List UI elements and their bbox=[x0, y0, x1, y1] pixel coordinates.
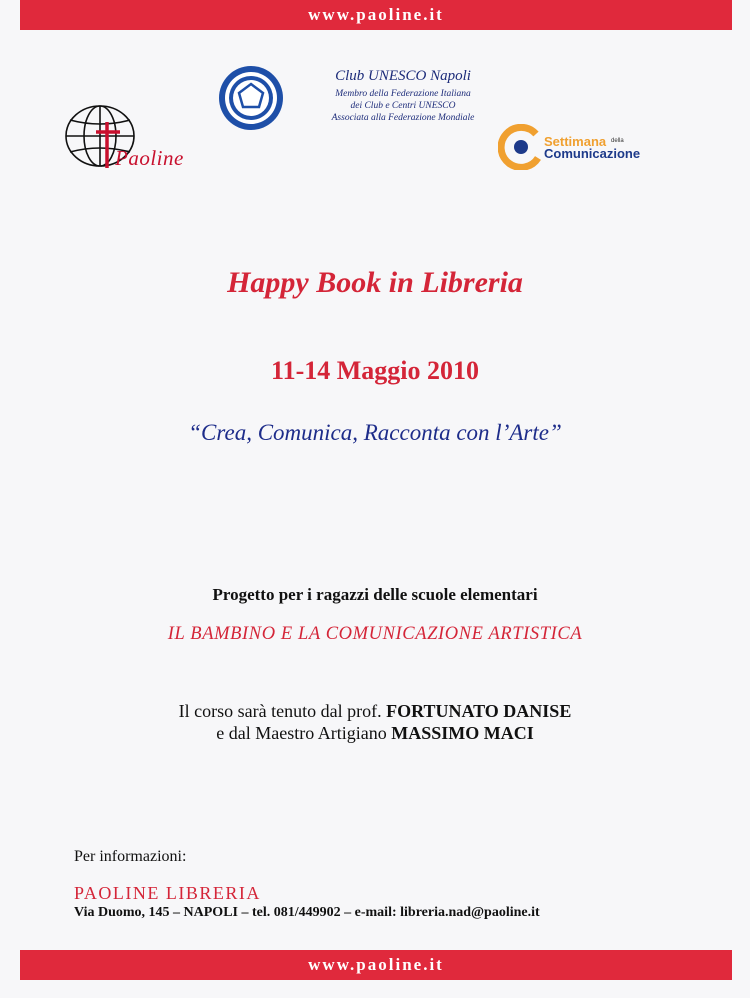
teacher-2-name: MASSIMO MACI bbox=[391, 723, 534, 743]
project-intro: Progetto per i ragazzi delle scuole elementari bbox=[212, 585, 538, 604]
comunicazione-word: Comunicazione bbox=[544, 146, 641, 161]
unesco-emblem-icon bbox=[216, 64, 286, 132]
course-line-1-text: Il corso sarà tenuto dal prof. bbox=[178, 701, 387, 721]
della-word: della bbox=[611, 138, 624, 144]
store-address: Via Duomo, 145 – NAPOLI – tel. 081/449902 – e-mail: libreria.nad@paoline.it bbox=[74, 905, 540, 920]
club-line: dei Club e Centri UNESCO bbox=[350, 101, 456, 111]
event-title: Happy Book in Libreria bbox=[227, 266, 523, 299]
teacher-1-name: FORTUNATO DANISE bbox=[386, 701, 572, 721]
settimana-comunicazione-logo bbox=[498, 124, 688, 170]
bottom-website-band bbox=[20, 950, 732, 980]
course-line-1 bbox=[0, 700, 750, 722]
course-teachers bbox=[0, 700, 750, 744]
club-title: Club UNESCO Napoli bbox=[335, 68, 471, 84]
course-line-2-text: e dal Maestro Artigiano bbox=[216, 723, 392, 743]
info-label: Per informazioni: bbox=[74, 848, 187, 865]
paoline-logo bbox=[60, 100, 184, 180]
communication-ring-icon bbox=[498, 124, 544, 170]
store-name: PAOLINE LIBRERIA bbox=[74, 883, 261, 903]
settimana-word: Settimana bbox=[544, 134, 607, 149]
bottom-website-link[interactable]: www.paoline.it bbox=[308, 955, 444, 974]
event-dates: 11-14 Maggio 2010 bbox=[271, 356, 479, 385]
course-line-2 bbox=[0, 722, 750, 744]
club-line: Membro della Federazione Italiana bbox=[335, 89, 471, 99]
club-line: Associata alla Federazione Mondiale bbox=[331, 113, 475, 123]
unesco-logo bbox=[216, 64, 286, 132]
project-name: IL BAMBINO E LA COMUNICAZIONE ARTISTICA bbox=[167, 624, 583, 644]
club-unesco-info bbox=[298, 68, 508, 124]
top-website-band bbox=[20, 0, 732, 30]
event-motto: “Crea, Comunica, Racconta con l’Arte” bbox=[188, 420, 562, 445]
paoline-wordmark: Paoline bbox=[115, 146, 184, 170]
top-website-link[interactable]: www.paoline.it bbox=[308, 5, 444, 24]
